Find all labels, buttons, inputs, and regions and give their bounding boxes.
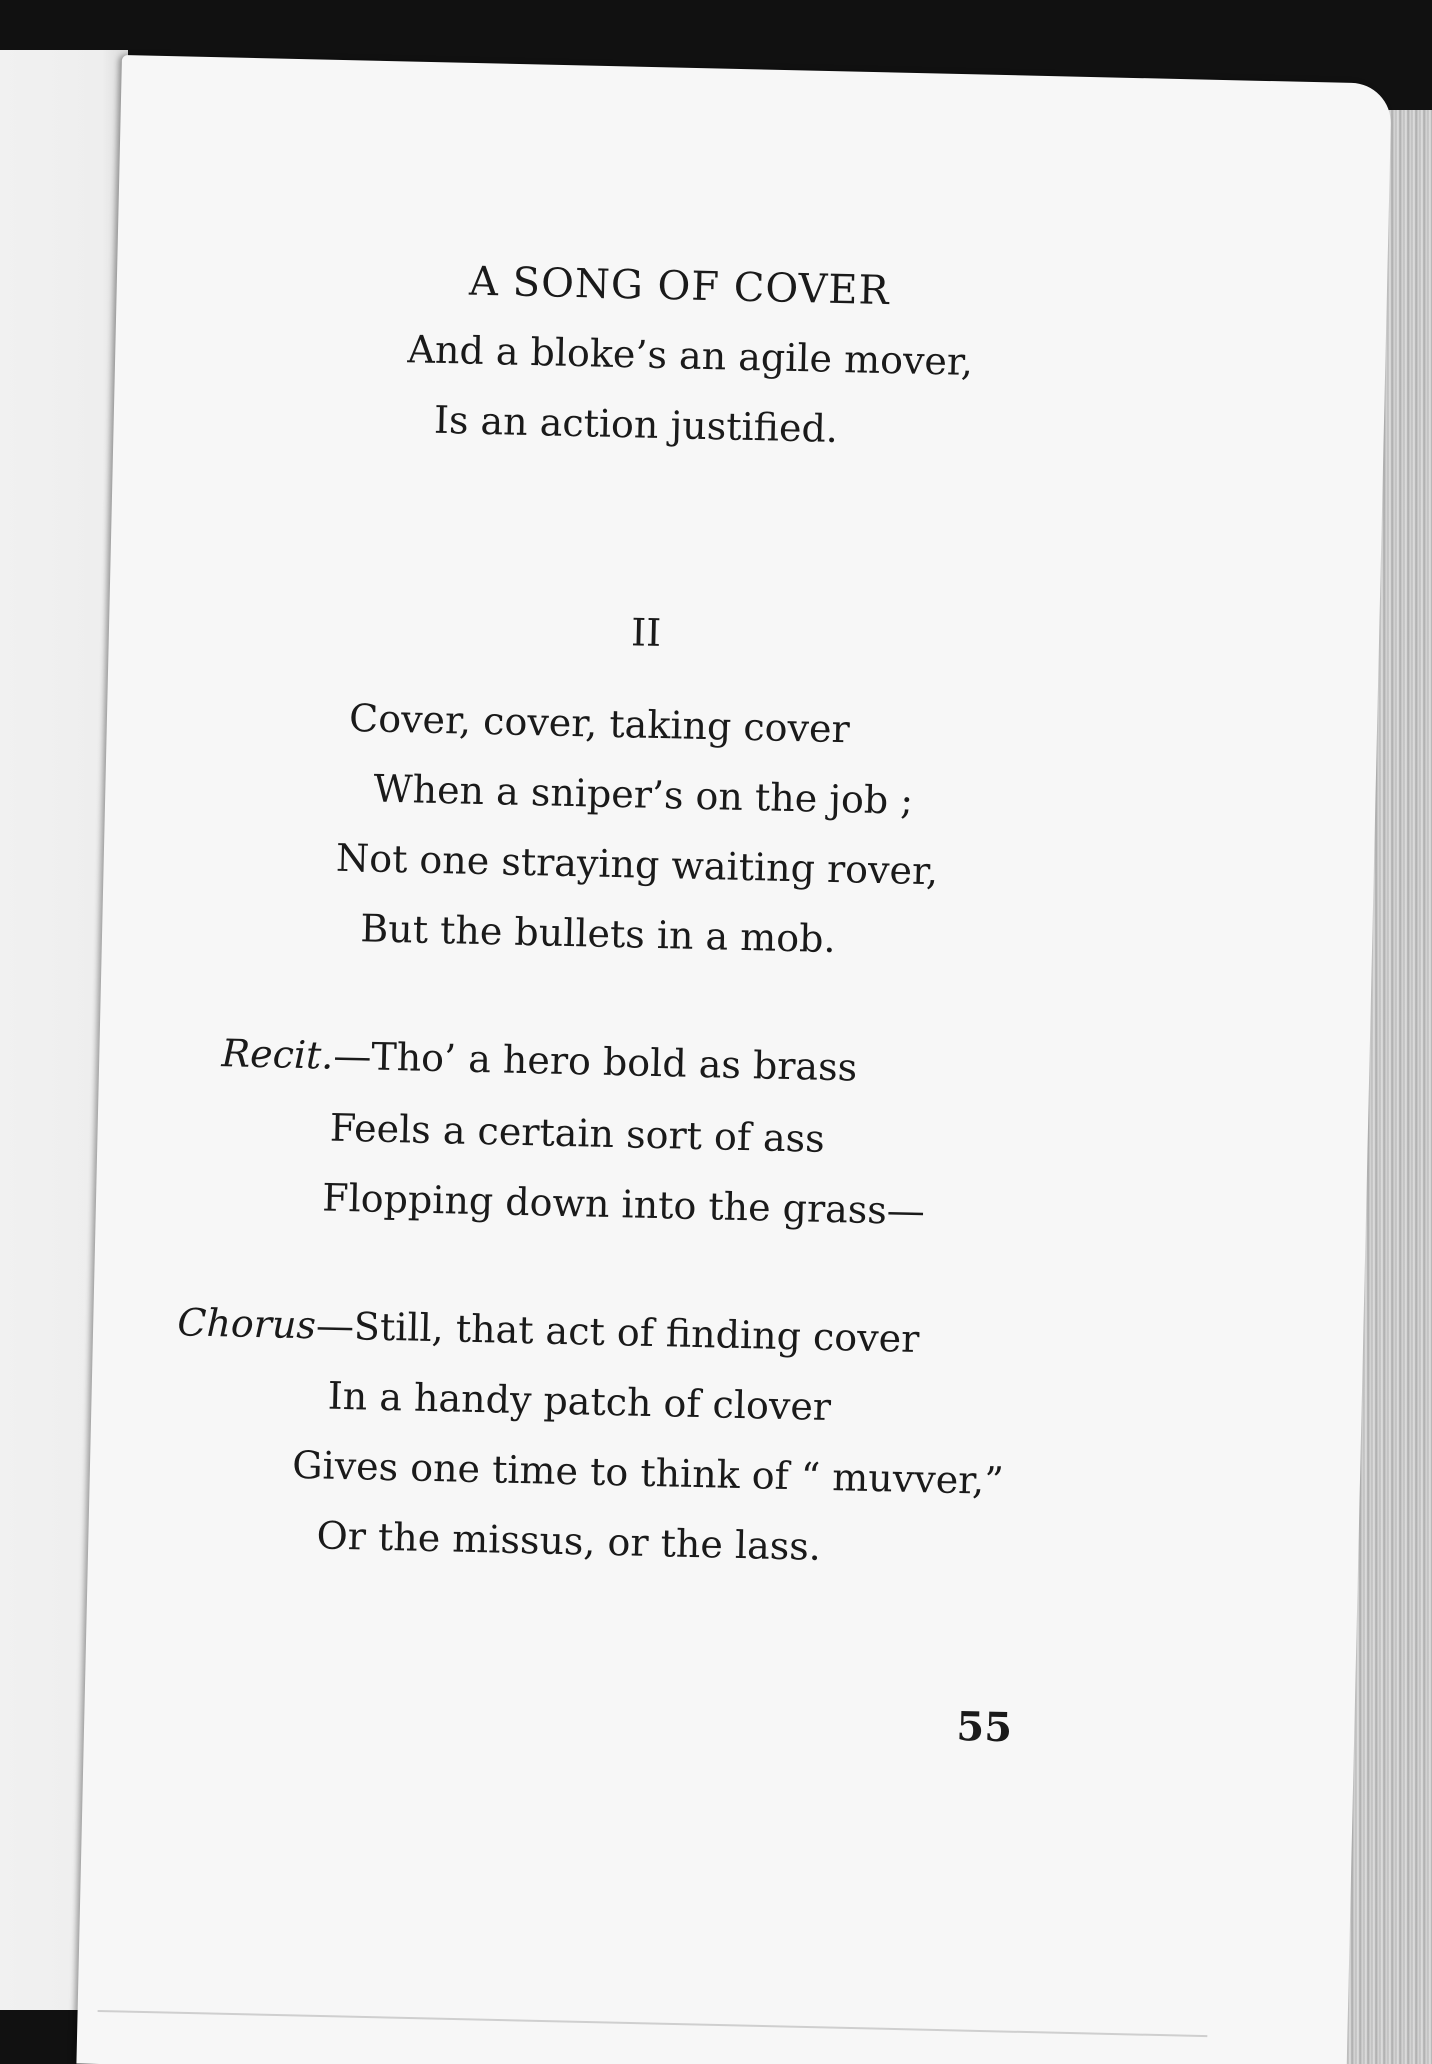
running-head: A SONG OF COVER xyxy=(468,258,891,315)
verse-line: When a sniper’s on the job ; xyxy=(373,766,914,823)
verse-line: Cover, cover, taking cover xyxy=(348,695,851,752)
verse-line: Gives one time to think of “ muvver,” xyxy=(291,1442,1005,1504)
verse-line: —Still, that act of finding cover xyxy=(315,1303,920,1362)
verse-line: But the bullets in a mob. xyxy=(359,906,837,962)
page-text xyxy=(146,240,1080,1760)
recit-first-line xyxy=(221,1031,858,1089)
page-number: 55 xyxy=(955,1703,1013,1752)
verse-line: And a bloke’s an agile mover, xyxy=(407,327,974,385)
chorus-label: Chorus xyxy=(176,1300,317,1348)
verse-line: Not one straying waiting rover, xyxy=(335,835,939,894)
chorus-first-line xyxy=(177,1300,920,1361)
verse-line: —Tho’ a hero bold as brass xyxy=(332,1033,858,1090)
page-fold-line xyxy=(98,2010,1208,2037)
verse-line: Flopping down into the grass— xyxy=(321,1175,926,1234)
verse-line: Is an action justified. xyxy=(433,397,839,451)
verse-line: In a handy patch of clover xyxy=(327,1373,832,1430)
verse-line: Feels a certain sort of ass xyxy=(329,1105,826,1161)
section-numeral: II xyxy=(630,610,662,656)
recit-label: Recit. xyxy=(221,1031,334,1078)
verse-line: Or the missus, or the lass. xyxy=(316,1513,822,1569)
